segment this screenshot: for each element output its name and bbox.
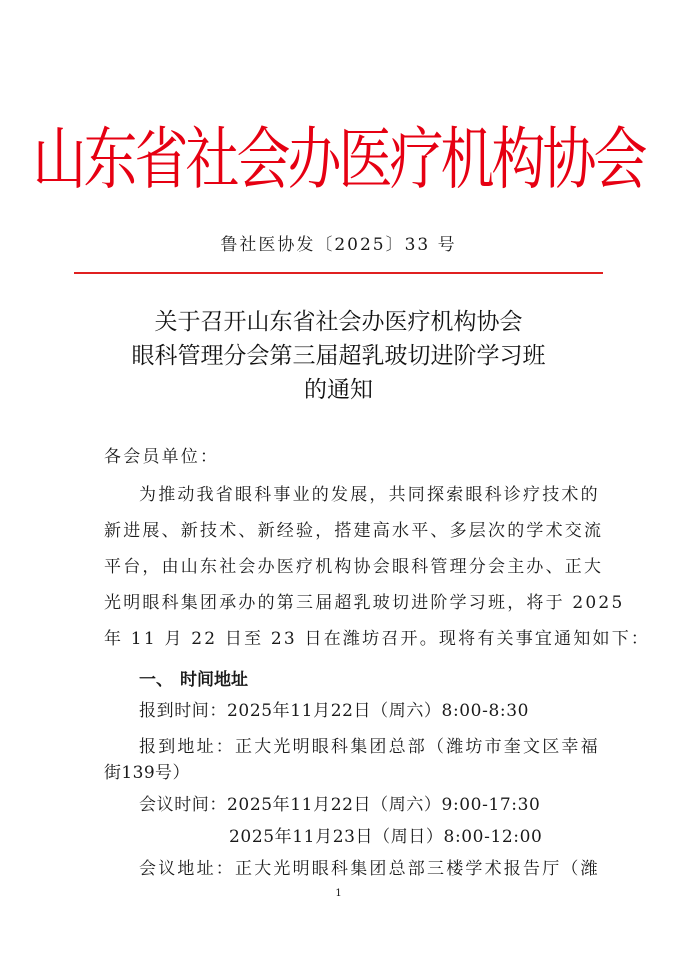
intro-line-2: 新进展、新技术、新经验，搭建高水平、多层次的学术交流 [104,521,604,541]
checkin-address: 报到地址：正大光明眼科集团总部（潍坊市奎文区幸福 [139,737,600,757]
section-heading: 时间地址 [180,670,248,690]
intro-line-5: 年 11 月 22 日至 23 日在潍坊召开。现将有关事宜通知如下： [104,629,651,649]
checkin-time: 报到时间：2025年11月22日（周六）8:00-8:30 [139,701,530,721]
page-number: 1 [335,888,342,899]
salutation: 各会员单位： [104,447,220,467]
meeting-time-day1: 会议时间：2025年11月22日（周六）9:00-17:30 [139,795,541,815]
intro-line-4: 光明眼科集团承办的第三届超乳玻切进阶学习班，将于 2025 [104,593,625,613]
document-number: 鲁社医协发〔2025〕33 号 [220,235,457,255]
title-line-2: 眼科管理分会第三届超乳玻切进阶学习班 [131,343,546,369]
meeting-address: 会议地址：正大光明眼科集团总部三楼学术报告厅（潍 [139,859,600,879]
meeting-time-day2: 2025年11月23日（周日）8:00-12:00 [229,827,543,847]
red-divider [74,272,603,274]
section-number: 一、 [139,670,173,690]
checkin-address-cont: 街139号） [104,763,190,783]
intro-line-1: 为推动我省眼科事业的发展，共同探索眼科诊疗技术的 [139,485,600,505]
org-masthead: 山东省社会办医疗机构协会 [32,120,645,199]
intro-line-3: 平台，由山东社会办医疗机构协会眼科管理分会主办、正大 [104,557,604,577]
title-line-1: 关于召开山东省社会办医疗机构协会 [154,309,523,335]
title-line-3: 的通知 [304,377,373,403]
